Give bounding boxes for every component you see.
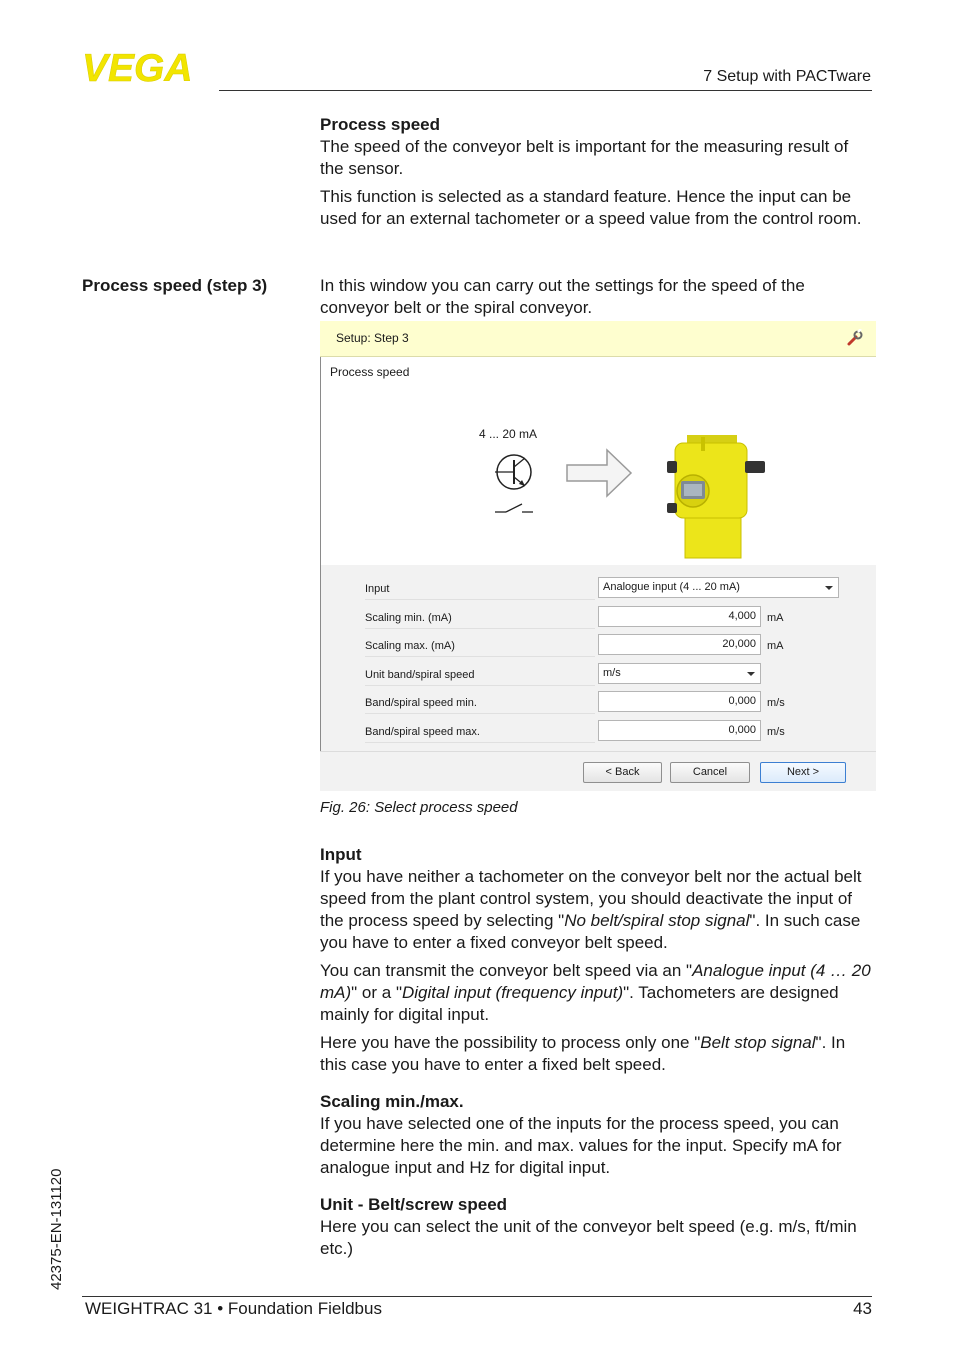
footer-product: WEIGHTRAC 31 • Foundation Fieldbus [85,1299,382,1318]
vega-logo [82,50,212,84]
dropdown-arrow-icon [747,672,755,676]
signal-illustration [481,417,781,567]
intro-paragraph-2: This function is selected as a standard feature. Hence the input can be used for an external tachometer or a speed value from the control room. [320,187,862,228]
intro-heading: Process speed [320,115,441,134]
row-label: Scaling min. (mA) [365,612,452,624]
weightrac-device-icon [667,435,765,558]
page-number: 43 [853,1299,872,1318]
scaling-max-input[interactable]: 20,000 [598,634,761,655]
setup-dialog-figure [320,321,876,791]
back-button[interactable]: < Back [583,762,662,783]
switch-icon [495,504,533,512]
settings-form [321,565,876,751]
step-text: In this window you can carry out the settings for the speed of the conveyor belt or the spiral conveyor. [320,276,805,317]
input-paragraph-2: You can transmit the conveyor belt speed via an "Analogue input (4 … 20 mA)" or a "Digital input (frequency input)". Tachometers are designed mainly for digital input. [320,961,871,1024]
panel-label: Process speed [330,365,410,379]
row-unit: m/s [767,726,785,738]
input-paragraph-1: If you have neither a tachometer on the conveyor belt nor the actual belt speed from the plant control system, you should deactivate the input of the process speed by selecting "No belt/spiral stop signal". In such case you have to enter a fixed conveyor belt speed. [320,867,862,952]
svg-text:VEGA: VEGA [82,50,193,84]
speed-min-input[interactable]: 0,000 [598,691,761,712]
row-label: Band/spiral speed min. [365,697,477,709]
illustration-panel [321,357,876,565]
arrow-icon [567,450,631,496]
speed-max-input[interactable]: 0,000 [598,720,761,741]
row-unit: m/s [767,697,785,709]
footer-divider [82,1296,872,1297]
cancel-button[interactable]: Cancel [670,762,750,783]
running-header: 7 Setup with PACTware [703,68,871,85]
side-heading: Process speed (step 3) [82,276,268,295]
scaling-paragraph: If you have selected one of the inputs for the process speed, you can determine here the min. and max. values for the input. Specify mA for analogue input and Hz for digital input. [320,1114,842,1177]
row-label: Scaling max. (mA) [365,640,455,652]
speed-min-row [321,691,876,715]
intro-paragraph-1: The speed of the conveyor belt is important for the measuring result of the sensor. [320,137,849,178]
scaling-heading: Scaling min./max. [320,1092,464,1111]
row-label: Input [365,583,390,595]
row-label: Band/spiral speed max. [365,726,480,738]
dialog-title: Setup: Step 3 [336,331,409,345]
dialog-title-bar [320,321,876,357]
scaling-min-row [321,606,876,630]
scaling-min-input[interactable]: 4,000 [598,606,761,627]
unit-heading: Unit - Belt/screw speed [320,1195,508,1214]
input-select[interactable]: Analogue input (4 ... 20 mA) [598,577,839,598]
unit-paragraph: Here you can select the unit of the conveyor belt speed (e.g. m/s, ft/min etc.) [320,1217,857,1258]
ma-label: 4 ... 20 mA [479,427,538,441]
input-row [321,577,876,601]
input-heading: Input [320,845,362,864]
dialog-button-bar [320,751,876,791]
dropdown-arrow-icon [825,586,833,590]
figure-caption: Fig. 26: Select process speed [320,799,518,816]
scaling-section [320,1091,875,1179]
header-divider [219,90,872,91]
speed-max-row [321,720,876,744]
unit-speed-row [321,663,876,687]
dialog-body [320,357,876,751]
row-unit: mA [767,612,784,624]
input-section [320,844,875,1076]
document-code: 42375-EN-131120 [48,1168,65,1290]
scaling-max-row [321,634,876,658]
intro-block [320,114,875,230]
next-button[interactable]: Next > [760,762,846,783]
row-label: Unit band/spiral speed [365,669,475,681]
unit-section [320,1194,875,1260]
unit-select[interactable]: m/s [598,663,761,684]
transistor-icon [495,455,531,489]
wrench-icon[interactable] [846,329,864,347]
row-unit: mA [767,640,784,652]
input-paragraph-3: Here you have the possibility to process only one "Belt stop signal". In this case you have to enter a fixed belt speed. [320,1033,846,1074]
